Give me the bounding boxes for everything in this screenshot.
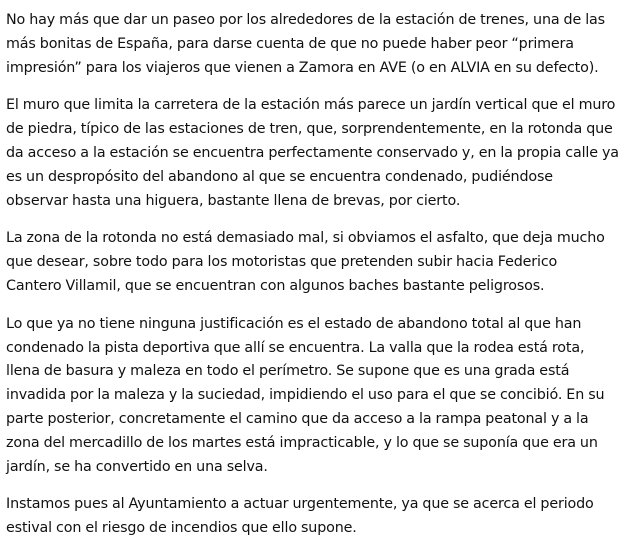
paragraph-3 [6, 227, 612, 298]
text-line: Cantero Villamil, que se encuentran con algunos baches bastante peligrosos. [6, 277, 545, 294]
paragraph-1 [6, 9, 612, 80]
paragraph-5 [6, 493, 612, 541]
text-line: zona del mercadillo de los martes está impracticable, y lo que se suponía que era un [6, 434, 598, 451]
paragraph-2 [6, 94, 619, 213]
text-line: que desear, sobre todo para los motoristas que pretenden subir hacia Federico [6, 254, 558, 271]
text-line: No hay más que dar un paseo por los alrededores de la estación de trenes, una de las [6, 12, 605, 28]
text-line: llena de basura y maleza en todo el perímetro. Se supone que es una grada está [6, 363, 570, 380]
text-line: parte posterior, concretamente el camino que da acceso a la rampa peatonal y a la [6, 410, 589, 427]
text-line: es un despropósito del abandono al que se encuentra condenado, pudiéndose [6, 168, 553, 185]
paragraph-4 [6, 313, 612, 480]
text-line: La zona de la rotonda no está demasiado mal, si obviamos el asfalto, que deja mucho [6, 230, 605, 247]
text-line: observar hasta una higuera, bastante llena de brevas, por cierto. [6, 192, 461, 209]
text-line: estival con el riesgo de incendios que ello supone. [6, 520, 357, 537]
text-line: de piedra, típico de las estaciones de tren, que, sorprendentemente, en la rotonda que [6, 121, 613, 138]
text-line: El muro que limita la carretera de la estación más parece un jardín vertical que el muro [6, 97, 616, 114]
text-line: impresión” para los viajeros que vienen a Zamora en AVE (o en ALVIA en su defecto). [6, 59, 599, 76]
text-line: Lo que ya no tiene ninguna justificación es el estado de abandono total al que han [6, 315, 582, 332]
text-line: invadida por la maleza y la suciedad, impidiendo el uso para el que se concibió. En su [6, 387, 605, 404]
text-line: más bonitas de España, para darse cuenta de que no puede haber peor “primera [6, 35, 574, 52]
text-line: Instamos pues al Ayuntamiento a actuar urgentemente, ya que se acerca el periodo [6, 496, 594, 513]
text-line: da acceso a la estación se encuentra perfectamente conservado y, en la propia calle ya [6, 144, 619, 161]
text-line: jardín, se ha convertido en una selva. [6, 458, 268, 475]
text-line: condenado la pista deportiva que allí se encuentra. La valla que la rodea está rota, [6, 339, 585, 356]
